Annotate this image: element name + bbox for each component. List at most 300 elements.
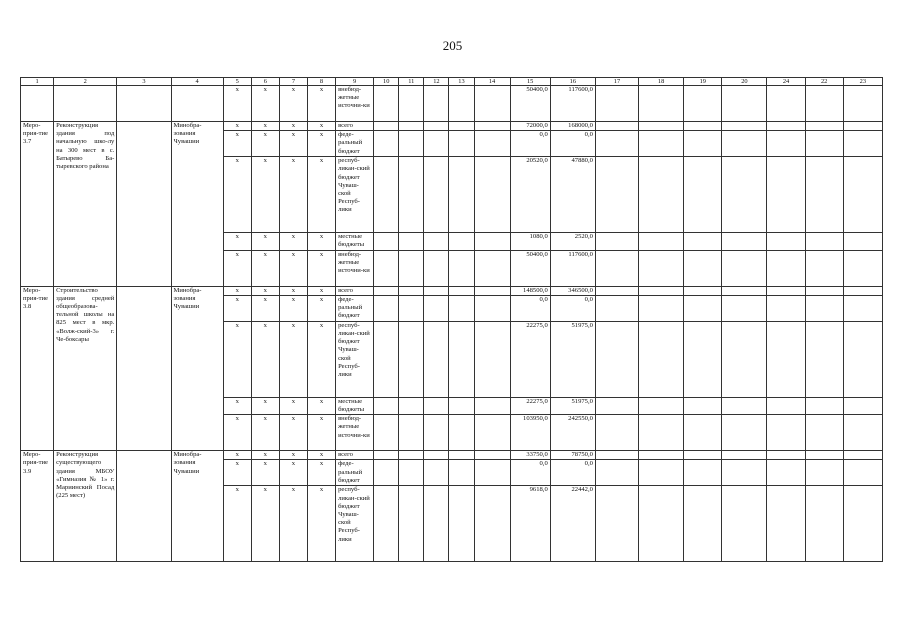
empty-cell (374, 397, 399, 414)
empty-cell (805, 460, 843, 486)
flag-cell: x (307, 286, 335, 295)
empty-cell (767, 295, 805, 321)
empty-cell (843, 460, 882, 486)
column-number-cell: 1 (21, 78, 54, 86)
flag-cell: x (307, 397, 335, 414)
empty-cell (722, 295, 767, 321)
empty-cell (474, 460, 510, 486)
column-number-cell: 18 (639, 78, 684, 86)
column-number-cell: 7 (279, 78, 307, 86)
empty-cell (684, 122, 722, 131)
empty-cell (474, 397, 510, 414)
empty-cell (449, 451, 474, 460)
empty-cell (843, 86, 882, 122)
flag-cell: x (223, 250, 251, 286)
empty-cell (399, 321, 424, 397)
empty-cell (805, 415, 843, 451)
empty-cell (639, 157, 684, 233)
value-col16-cell: 0,0 (550, 131, 595, 157)
column-number-cell: 4 (171, 78, 223, 86)
flag-cell: x (251, 321, 279, 397)
empty-cell (474, 286, 510, 295)
event-name-cell: Реконструкция здания под начальную шко-лу на 300 мест в с. Батырево Ба-тыревского района (54, 122, 117, 287)
flag-cell: x (251, 233, 279, 250)
empty-cell (767, 321, 805, 397)
value-col16-cell: 117600,0 (550, 86, 595, 122)
empty-cell (474, 415, 510, 451)
funding-source-cell: феде-ральный бюджет (336, 460, 374, 486)
empty-cell (424, 86, 449, 122)
flag-cell: x (223, 86, 251, 122)
empty-cell (684, 486, 722, 562)
empty-cell (399, 233, 424, 250)
empty-cell (424, 451, 449, 460)
flag-cell: x (307, 122, 335, 131)
value-col16-cell: 117600,0 (550, 250, 595, 286)
page-number: 205 (442, 38, 463, 53)
empty-cell (449, 122, 474, 131)
empty-cell (639, 415, 684, 451)
empty-cell (595, 122, 638, 131)
empty-cell (374, 295, 399, 321)
value-col15-cell: 0,0 (510, 131, 550, 157)
empty-cell (843, 486, 882, 562)
empty-cell (374, 157, 399, 233)
empty-cell (449, 460, 474, 486)
flag-cell: x (279, 286, 307, 295)
empty-cell (374, 415, 399, 451)
empty-cell (639, 131, 684, 157)
empty-cell (722, 131, 767, 157)
empty-cell (374, 460, 399, 486)
value-col15-cell: 22275,0 (510, 321, 550, 397)
empty-cell (117, 451, 171, 562)
funding-source-cell: внебюд-жетные источни-ки (336, 415, 374, 451)
empty-cell (805, 233, 843, 250)
empty-cell (595, 250, 638, 286)
empty-cell (595, 321, 638, 397)
empty-cell (805, 397, 843, 414)
funding-source-cell: феде-ральный бюджет (336, 295, 374, 321)
flag-cell: x (223, 295, 251, 321)
flag-cell: x (279, 131, 307, 157)
flag-cell: x (251, 460, 279, 486)
empty-cell (474, 250, 510, 286)
empty-cell (374, 122, 399, 131)
empty-cell (449, 157, 474, 233)
value-col16-cell: 51975,0 (550, 321, 595, 397)
empty-cell (722, 157, 767, 233)
funding-source-cell: респуб-ликан-ский бюджет Чуваш-ской Респуб-лики (336, 486, 374, 562)
column-number-cell: 16 (550, 78, 595, 86)
flag-cell: x (307, 131, 335, 157)
column-number-cell: 2 (54, 78, 117, 86)
value-col15-cell: 22275,0 (510, 397, 550, 414)
empty-cell (805, 295, 843, 321)
empty-cell (722, 286, 767, 295)
empty-cell (722, 397, 767, 414)
empty-cell (639, 321, 684, 397)
column-number-cell: 24 (767, 78, 805, 86)
empty-cell (449, 233, 474, 250)
event-label-cell: Меро-прия-тие 3.7 (21, 122, 54, 287)
empty-cell (374, 486, 399, 562)
empty-cell (595, 415, 638, 451)
funding-source-cell: всего (336, 122, 374, 131)
empty-cell (767, 460, 805, 486)
value-col16-cell: 78750,0 (550, 451, 595, 460)
empty-cell (449, 250, 474, 286)
funding-source-cell: внебюд-жетные источни-ки (336, 250, 374, 286)
flag-cell: x (251, 295, 279, 321)
flag-cell: x (223, 397, 251, 414)
empty-cell (374, 321, 399, 397)
empty-cell (805, 86, 843, 122)
flag-cell: x (223, 122, 251, 131)
empty-cell (424, 295, 449, 321)
flag-cell: x (223, 460, 251, 486)
value-col15-cell: 20520,0 (510, 157, 550, 233)
column-number-cell: 11 (399, 78, 424, 86)
value-col15-cell: 103950,0 (510, 415, 550, 451)
empty-cell (805, 451, 843, 460)
flag-cell: x (251, 397, 279, 414)
empty-cell (474, 486, 510, 562)
empty-cell (399, 415, 424, 451)
empty-cell (843, 286, 882, 295)
empty-cell (424, 250, 449, 286)
flag-cell: x (279, 460, 307, 486)
empty-cell (843, 397, 882, 414)
column-number-cell: 3 (117, 78, 171, 86)
flag-cell: x (223, 486, 251, 562)
value-col16-cell: 0,0 (550, 295, 595, 321)
event-label-cell (21, 86, 54, 122)
empty-cell (684, 295, 722, 321)
empty-cell (843, 131, 882, 157)
empty-cell (684, 233, 722, 250)
empty-cell (424, 157, 449, 233)
empty-cell (767, 397, 805, 414)
empty-cell (684, 397, 722, 414)
empty-cell (639, 122, 684, 131)
empty-cell (767, 486, 805, 562)
empty-cell (374, 286, 399, 295)
executor-cell: Минобра-зования Чувашии (171, 286, 223, 451)
event-name-cell: Реконструкция существующего здания МБОУ «Гимназия № 1» г. Мариинский Посад (225 мест) (54, 451, 117, 562)
empty-cell (449, 295, 474, 321)
empty-cell (722, 122, 767, 131)
empty-cell (117, 86, 171, 122)
empty-cell (474, 451, 510, 460)
empty-cell (767, 131, 805, 157)
empty-cell (684, 286, 722, 295)
empty-cell (595, 131, 638, 157)
flag-cell: x (251, 486, 279, 562)
empty-cell (767, 415, 805, 451)
empty-cell (399, 397, 424, 414)
empty-cell (684, 131, 722, 157)
empty-cell (399, 451, 424, 460)
empty-cell (767, 233, 805, 250)
empty-cell (595, 451, 638, 460)
value-col15-cell: 148500,0 (510, 286, 550, 295)
empty-cell (449, 131, 474, 157)
empty-cell (424, 321, 449, 397)
empty-cell (474, 86, 510, 122)
empty-cell (117, 122, 171, 287)
column-numbers-row (21, 78, 883, 86)
flag-cell: x (307, 86, 335, 122)
empty-cell (424, 286, 449, 295)
flag-cell: x (251, 131, 279, 157)
program-table (20, 77, 883, 562)
value-col15-cell: 0,0 (510, 295, 550, 321)
flag-cell: x (279, 122, 307, 131)
flag-cell: x (279, 321, 307, 397)
flag-cell: x (307, 157, 335, 233)
flag-cell: x (307, 460, 335, 486)
empty-cell (684, 250, 722, 286)
empty-cell (374, 131, 399, 157)
empty-cell (424, 233, 449, 250)
flag-cell: x (223, 131, 251, 157)
empty-cell (805, 122, 843, 131)
empty-cell (424, 460, 449, 486)
empty-cell (722, 451, 767, 460)
empty-cell (843, 415, 882, 451)
funding-source-cell: местные бюджеты (336, 233, 374, 250)
value-col16-cell: 242550,0 (550, 415, 595, 451)
empty-cell (767, 122, 805, 131)
empty-cell (595, 460, 638, 486)
empty-cell (424, 486, 449, 562)
empty-cell (805, 250, 843, 286)
empty-cell (424, 122, 449, 131)
empty-cell (449, 486, 474, 562)
flag-cell: x (251, 122, 279, 131)
empty-cell (843, 233, 882, 250)
empty-cell (684, 451, 722, 460)
flag-cell: x (307, 250, 335, 286)
empty-cell (805, 157, 843, 233)
empty-cell (424, 415, 449, 451)
empty-cell (684, 460, 722, 486)
flag-cell: x (223, 415, 251, 451)
empty-cell (399, 131, 424, 157)
empty-cell (374, 233, 399, 250)
empty-cell (767, 86, 805, 122)
funding-source-cell: феде-ральный бюджет (336, 131, 374, 157)
table-row (21, 286, 883, 295)
funding-source-cell: местные бюджеты (336, 397, 374, 414)
funding-source-cell: респуб-ликан-ский бюджет Чуваш-ской Респуб-лики (336, 321, 374, 397)
empty-cell (639, 460, 684, 486)
empty-cell (767, 157, 805, 233)
column-number-cell: 22 (805, 78, 843, 86)
flag-cell: x (223, 451, 251, 460)
funding-source-cell: респуб-ликан-ский бюджет Чуваш-ской Респуб-лики (336, 157, 374, 233)
flag-cell: x (251, 286, 279, 295)
column-number-cell: 19 (684, 78, 722, 86)
empty-cell (595, 397, 638, 414)
empty-cell (595, 295, 638, 321)
value-col16-cell: 22442,0 (550, 486, 595, 562)
flag-cell: x (251, 157, 279, 233)
value-col15-cell: 33750,0 (510, 451, 550, 460)
empty-cell (424, 131, 449, 157)
empty-cell (843, 250, 882, 286)
empty-cell (843, 122, 882, 131)
empty-cell (595, 486, 638, 562)
flag-cell: x (223, 157, 251, 233)
flag-cell: x (279, 486, 307, 562)
empty-cell (595, 86, 638, 122)
empty-cell (722, 321, 767, 397)
flag-cell: x (251, 451, 279, 460)
empty-cell (722, 233, 767, 250)
flag-cell: x (223, 233, 251, 250)
empty-cell (449, 321, 474, 397)
empty-cell (684, 86, 722, 122)
value-col16-cell: 0,0 (550, 460, 595, 486)
column-number-cell: 8 (307, 78, 335, 86)
empty-cell (474, 295, 510, 321)
empty-cell (843, 451, 882, 460)
empty-cell (399, 157, 424, 233)
empty-cell (595, 233, 638, 250)
empty-cell (722, 486, 767, 562)
flag-cell: x (279, 451, 307, 460)
executor-cell (171, 86, 223, 122)
empty-cell (639, 451, 684, 460)
flag-cell: x (279, 157, 307, 233)
empty-cell (474, 321, 510, 397)
empty-cell (722, 86, 767, 122)
value-col16-cell: 47880,0 (550, 157, 595, 233)
empty-cell (117, 286, 171, 451)
empty-cell (399, 460, 424, 486)
empty-cell (474, 131, 510, 157)
flag-cell: x (307, 295, 335, 321)
empty-cell (449, 415, 474, 451)
value-col15-cell: 50400,0 (510, 86, 550, 122)
empty-cell (639, 295, 684, 321)
empty-cell (805, 286, 843, 295)
empty-cell (805, 131, 843, 157)
empty-cell (684, 415, 722, 451)
column-number-cell: 13 (449, 78, 474, 86)
value-col15-cell: 9618,0 (510, 486, 550, 562)
flag-cell: x (307, 321, 335, 397)
column-number-cell: 14 (474, 78, 510, 86)
empty-cell (399, 295, 424, 321)
column-number-cell: 20 (722, 78, 767, 86)
column-number-cell: 6 (251, 78, 279, 86)
empty-cell (639, 486, 684, 562)
flag-cell: x (279, 295, 307, 321)
empty-cell (805, 321, 843, 397)
funding-source-cell: всего (336, 451, 374, 460)
flag-cell: x (307, 486, 335, 562)
flag-cell: x (307, 415, 335, 451)
empty-cell (843, 295, 882, 321)
empty-cell (399, 286, 424, 295)
empty-cell (399, 250, 424, 286)
empty-cell (639, 397, 684, 414)
empty-cell (374, 86, 399, 122)
column-number-cell: 15 (510, 78, 550, 86)
value-col15-cell: 50400,0 (510, 250, 550, 286)
flag-cell: x (251, 415, 279, 451)
empty-cell (424, 397, 449, 414)
empty-cell (639, 233, 684, 250)
flag-cell: x (279, 86, 307, 122)
column-number-cell: 10 (374, 78, 399, 86)
value-col15-cell: 0,0 (510, 460, 550, 486)
flag-cell: x (251, 86, 279, 122)
table-row (21, 86, 883, 122)
event-label-cell: Меро-прия-тие 3.8 (21, 286, 54, 451)
empty-cell (684, 157, 722, 233)
event-name-cell: Строительство здания средней общеобразова-тельной школы на 825 мест в мкр. «Волж-ский-3» г. Че-боксары (54, 286, 117, 451)
value-col16-cell: 2520,0 (550, 233, 595, 250)
flag-cell: x (279, 397, 307, 414)
table-row (21, 451, 883, 460)
empty-cell (474, 233, 510, 250)
flag-cell: x (251, 250, 279, 286)
empty-cell (639, 286, 684, 295)
empty-cell (684, 321, 722, 397)
empty-cell (639, 86, 684, 122)
empty-cell (722, 250, 767, 286)
empty-cell (449, 286, 474, 295)
empty-cell (843, 321, 882, 397)
column-number-cell: 17 (595, 78, 638, 86)
flag-cell: x (223, 286, 251, 295)
executor-cell: Минобра-зования Чувашии (171, 451, 223, 562)
table-body (21, 78, 883, 562)
empty-cell (767, 286, 805, 295)
empty-cell (474, 122, 510, 131)
empty-cell (722, 460, 767, 486)
empty-cell (639, 250, 684, 286)
event-name-cell (54, 86, 117, 122)
flag-cell: x (279, 233, 307, 250)
empty-cell (843, 157, 882, 233)
executor-cell: Минобра-зования Чувашии (171, 122, 223, 287)
empty-cell (374, 451, 399, 460)
empty-cell (474, 157, 510, 233)
flag-cell: x (307, 233, 335, 250)
value-col15-cell: 1080,0 (510, 233, 550, 250)
empty-cell (805, 486, 843, 562)
flag-cell: x (223, 321, 251, 397)
empty-cell (399, 122, 424, 131)
table-row (21, 122, 883, 131)
empty-cell (767, 250, 805, 286)
column-number-cell: 5 (223, 78, 251, 86)
empty-cell (595, 286, 638, 295)
value-col16-cell: 168000,0 (550, 122, 595, 131)
empty-cell (399, 86, 424, 122)
empty-cell (399, 486, 424, 562)
funding-source-cell: всего (336, 286, 374, 295)
column-number-cell: 23 (843, 78, 882, 86)
flag-cell: x (279, 415, 307, 451)
value-col16-cell: 346500,0 (550, 286, 595, 295)
empty-cell (374, 250, 399, 286)
